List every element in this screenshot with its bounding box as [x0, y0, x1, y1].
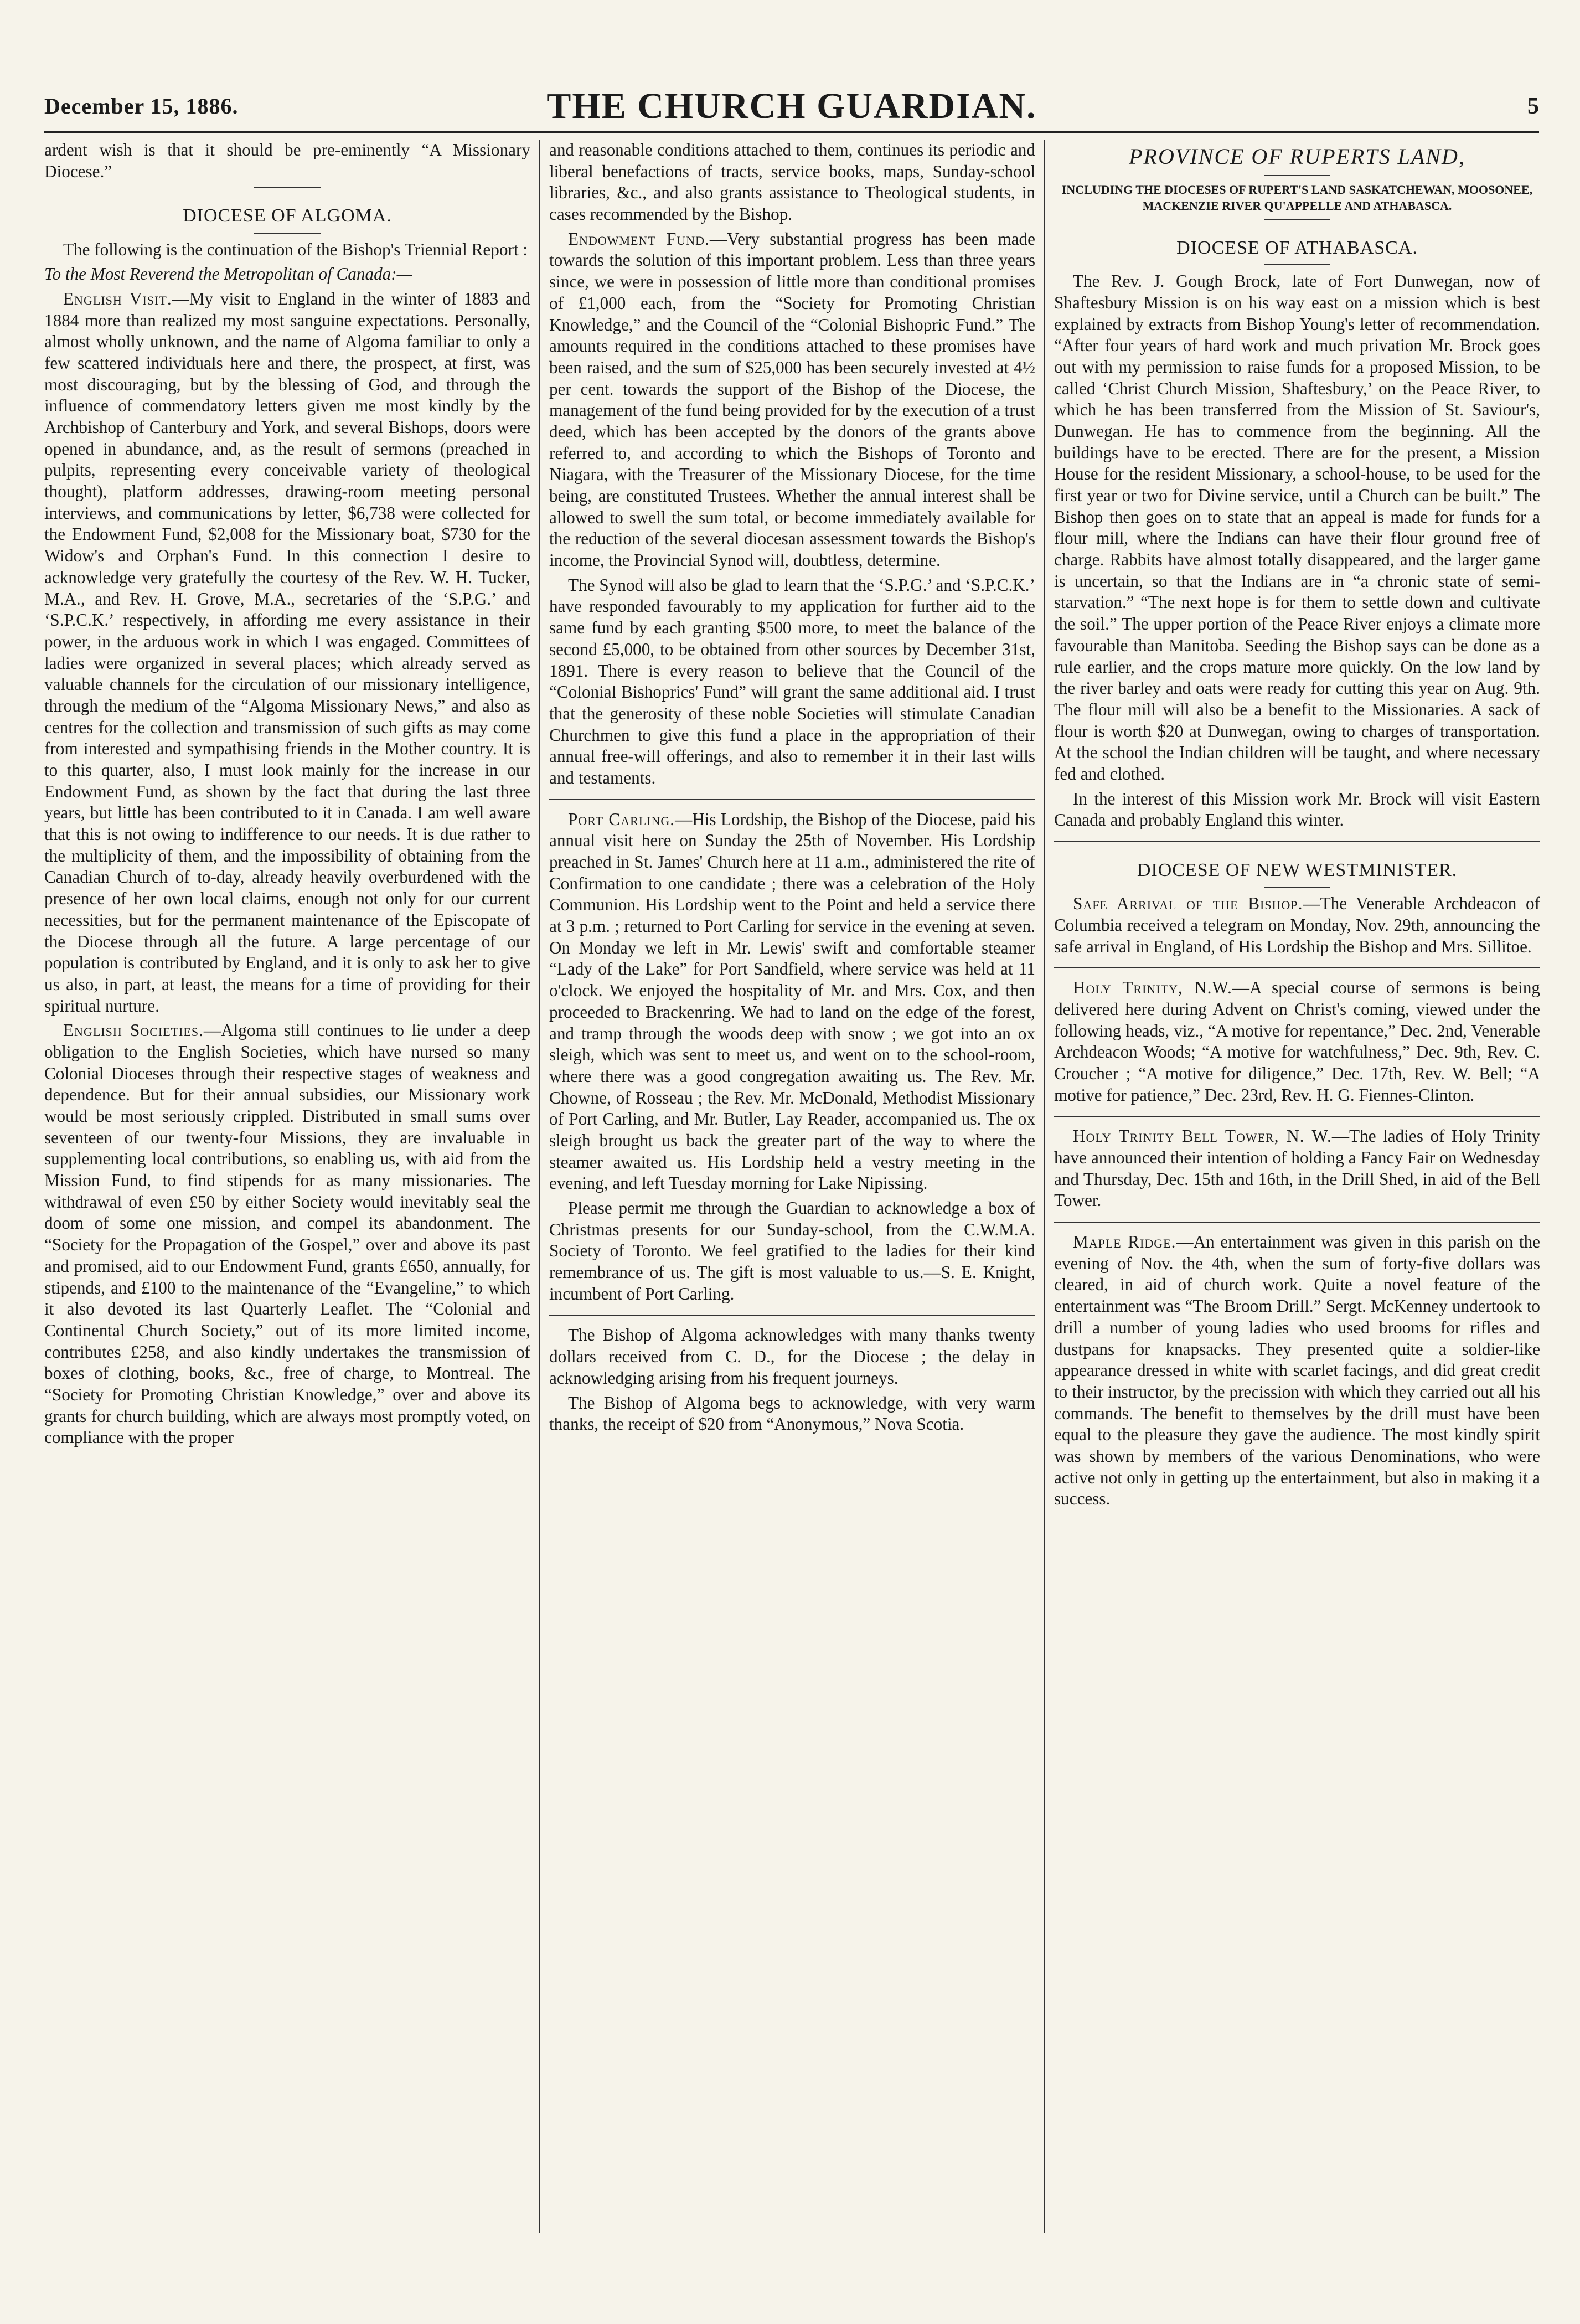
- heading-algoma: DIOCESE OF ALGOMA.: [183, 205, 392, 226]
- divider: [1264, 887, 1330, 888]
- paragraph-english-visit: [44, 288, 530, 1017]
- issue-date: December 15, 1886.: [44, 94, 239, 118]
- paragraph: In the interest of this Mission work Mr. Brock will visit Eastern Canada and probably England this winter.: [1054, 789, 1540, 830]
- paragraph-port-carling: [549, 809, 1035, 1194]
- paragraph-text: —A special course of sermons is being delivered here during Advent on Christ's coming, viewed under the following heads, viz., “A motive for repentance,” Dec. 2nd, Venerable Archdeacon Woods; “A motive for watchfulness,” Dec. 9th, Rev. C. Croucher ; “A motive for diligence,” Dec. 17th, Rev. W. Bell; “A motive for patience,” Dec. 23rd, Rev. H. G. Fiennes-Clinton.: [1054, 978, 1540, 1105]
- run-in-heading: Maple Ridge.: [1073, 1232, 1176, 1252]
- run-in-heading: English Visit.: [63, 288, 172, 308]
- paragraph: The Bishop of Algoma begs to acknowledge, with very warm thanks, the receipt of $20 from “Anonymous,” Nova Scotia.: [549, 1393, 1035, 1434]
- divider: [1054, 841, 1540, 842]
- paragraph-text: —An entertainment was given in this parish on the evening of Nov. the 4th, when the sum of forty-five dollars was cleared, in aid of church work. Quite a novel feature of the entertainment was “The Broom Drill.” Sergt. McKenney undertook to drill a number of young ladies who used brooms for rifles and dustpans for knapsacks. They presented quite a soldier-like appearance dressed in white with scarlet facings, and did great credit to their instructor, by the precission with which they carried out all his commands. The benefit to themselves by the drill must have been equal to the pleasure they gave the audience. The most kindly spirit was shown by members of the various Denominations, who were active not only in getting up the entertainment, but also in making it a success.: [1054, 1232, 1540, 1509]
- province-heading: PROVINCE OF RUPERTS LAND,: [1129, 144, 1465, 169]
- address-line: To the Most Reverend the Metropolitan of Canada:—: [44, 264, 412, 284]
- masthead-rule: [44, 131, 1539, 133]
- paragraph: The following is the continuation of the Bishop's Triennial Report :: [63, 239, 528, 259]
- province-subheading: INCLUDING THE DIOCESES OF RUPERT'S LAND SASKATCHEWAN, MOOSONEE, MACKENZIE RIVER QU'APPELLE AND ATHABASCA.: [1061, 182, 1533, 213]
- column-2: [549, 140, 1035, 2233]
- heading-new-westminster: DIOCESE OF NEW WESTMINISTER.: [1137, 860, 1458, 880]
- paragraph-text: —His Lordship, the Bishop of the Diocese, paid his annual visit here on Sunday the 25th of November. His Lordship preached in St. James' Church here at 11 a.m., administered the rite of Confirmation to one candidate ; there was a celebration of the Holy Communion. His Lordship went to the Point and held a service there at 3 p.m. ; returned to Port Carling for service in the evening at seven. On Monday we left in Mr. Lewis' swift and comfortable steamer “Lady of the Lake” for Port Sandfield, where service was held at 11 o'clock. We enjoyed the hospitality of Mr. and Mrs. Cox, and then proceeded to Brackenring. We had to land on the edge of the forest, and tramp through the woods deep with snow ; we got into an ox sleigh, which was sent to meet us, and went on to the school-room, where there was a good congregation awaiting us. The Rev. Mr. Chowne, of Rosseau ; the Rev. Mr. McDonald, Methodist Missionary of Port Carling, and Mr. Butler, Lay Reader, accompanied us. The ox sleigh brought us back the greater part of the way to where the steamer awaited us. His Lordship held a vestry meeting in the evening, and left Tuesday morning for Lake Nipissing.: [549, 809, 1035, 1193]
- divider: [1264, 264, 1330, 265]
- paragraph-text: —Algoma still continues to lie under a deep obligation to the English Societies, which have nursed so many Colonial Dioceses through their respective stages of weakness and dependence. But for their annual subsidies, our Missionary work would be most seriously crippled. Distributed in small sums over seventeen of our twenty-four Missions, they are invaluable in supplementing local contributions, so enabling us, with aid from the Mission Fund, to find stipends for as many missionaries. The withdrawal of even £50 by either Society would inevitably seal the doom of some one mission, and compel its abandonment. The “Society for the Propagation of the Gospel,” over and above its past and promised, aid to our Endowment Fund, grants £650, annually, for stipends, and £100 to the maintenance of the “Evangeline,” to which it also devoted its last Quarterly Leaflet. The “Colonial and Continental Church Society,” out of its more limited income, contributes £258, and also kindly undertakes the transmission of boxes of clothing, books, &c., free of charge, to Montreal. The “Society for Promoting Christian Knowledge,” over and above its grants for church building, which are always most promptly voted, on compliance with the proper: [44, 1021, 530, 1447]
- paragraph-maple-ridge: [1054, 1231, 1540, 1510]
- paragraph-endowment: [549, 229, 1035, 571]
- paragraph-bell-tower: [1054, 1126, 1540, 1212]
- newspaper-title: THE CHURCH GUARDIAN.: [546, 86, 1037, 126]
- paragraph-text: —My visit to England in the winter of 1883 and 1884 more than realized my most sanguine expectations. Personally, almost wholly unknown, and the name of Algoma familiar to only a few scattered individuals here and there, the prospect, at first, was most discouraging, but by the blessing of God, and through the influence of commendatory letters given me most kindly by the Archbishop of Canterbury and York, and several Bishops, doors were opened in abundance, and, as the result of sermons (preached in pulpits, representing every conceivable variety of theological thought), platform addresses, drawing-room meeting personal interviews, and communications by letter, $6,738 were collected for the Endowment Fund, $2,008 for the Missionary boat, $730 for the Widow's and Orphan's Fund. In this connection I desire to acknowledge very gratefully the courtesy of the Rev. W. H. Tucker, M.A., and Rev. H. Grove, M.A., secretaries of the ‘S.P.G.’ and ‘S.P.C.K.’ respectively, in affording me every assistance in their power, in the arduous work in which I was engaged. Committees of ladies were organized in several places; which already served as valuable channels for the circulation of our missionary intelligence, through the medium of the “Algoma Missionary News,” and also as centres for the collection and transmission of such gifts as may come from interested and sympathising friends in the Mother country. It is to this quarter, also, I must look mainly for the increase in our Endowment Fund, as shown by the fact that during the last three years, but little has been contributed to it in Canada. I am well aware that this is not owing to indifference to our needs. It is due rather to the multiplicity of them, and the impossibility of obtaining from the Canadian Church of to-day, already heavily overburdened with the presence of her own local claims, enough not only for our current necessities, but for the permanent maintenance of the Episcopate of the Diocese through all the future. A large percentage of our population is contributed by England, and it is only to ask her to give us also, in part, at least, the means for a time of providing for their spiritual nurture.: [44, 288, 530, 1016]
- paragraph-text: —The Venerable Archdeacon of Columbia received a telegram on Monday, Nov. 29th, announcing the safe arrival in England, of His Lordship the Bishop and Mrs. Sillitoe.: [1054, 894, 1540, 956]
- paragraph-text: —The ladies of Holy Trinity have announced their intention of holding a Fancy Fair on Wednesday and Thursday, Dec. 15th and 16th, in the Drill Shed, in aid of the Bell Tower.: [1054, 1126, 1540, 1210]
- paragraph-english-societies: [44, 1020, 530, 1449]
- run-in-heading: Holy Trinity, N.W.: [1073, 978, 1232, 998]
- divider: [1054, 1116, 1540, 1117]
- divider: [1264, 175, 1330, 176]
- column-3: [1054, 140, 1540, 2233]
- run-in-heading: Endowment Fund.: [568, 229, 710, 249]
- divider: [549, 1315, 1035, 1316]
- divider: [1054, 967, 1540, 968]
- divider: [1054, 1222, 1540, 1223]
- paragraph-intro: ardent wish is that it should be pre-eminently “A Missionary Diocese.”: [44, 140, 530, 181]
- run-in-heading: English Societies.: [63, 1021, 204, 1040]
- paragraph: The Rev. J. Gough Brock, late of Fort Dunwegan, now of Shaftesbury Mission is on his way east on a mission which is best explained by extracts from Bishop Young's letter of recommendation. “After four years of hard work and much privation Mr. Brock goes out with my permission to raise funds for a proposed Mission, to be called ‘Christ Church Mission, Shaftesbury,’ on the Peace River, to which he has been transferred from the Mission of St. Saviour's, Dunwegan. He has to commence from the beginning. All the buildings have to be erected. There are for the present, a Mission House for the resident Missionary, a school-house, to be used for the first year or two for Divine service, until a Church can be built.” The Bishop then goes on to state that an appeal is made for funds for a flour mill, where the Indians can have their flour ground free of charge. Rabbits have almost totally disappeared, and the larger game is uncertain, so that the Indians are in “a chronic state of semi-starvation.” “The next hope is for them to settle down and cultivate the soil.” The upper portion of the Peace River enjoys a climate more favourable than Manitoba. Seeding the Bishop says can be done as a rule earlier, and the crops mature more quickly. On the low land by the river barley and oats were ready for cutting this year on Aug. 9th. The flour mill will also be a benefit to the Missionaries. A sack of flour is worth $20 at Dunwegan, owing to charges of transportation. At the school the Indian children will be taught, and where necessary fed and clothed.: [1054, 271, 1540, 784]
- column-divider-2: [1044, 140, 1045, 2233]
- run-in-heading: Safe Arrival of the Bishop.: [1073, 894, 1303, 914]
- page-number: 5: [1527, 94, 1539, 119]
- paragraph-safe-arrival: [1054, 893, 1540, 957]
- column-1: [44, 140, 530, 2233]
- heading-athabasca: DIOCESE OF ATHABASCA.: [1176, 237, 1418, 258]
- run-in-heading: Port Carling.: [568, 809, 675, 829]
- paragraph: Please permit me through the Guardian to acknowledge a box of Christmas presents for our Sunday-school, from the C.W.M.A. Society of Toronto. We feel gratified to the ladies for their kind remembrance of us. The gift is most valuable to us.—S. E. Knight, incumbent of Port Carling.: [549, 1198, 1035, 1303]
- paragraph: and reasonable conditions attached to them, continues its periodic and liberal benefactions of tracts, service books, maps, Sunday-school libraries, &c., and also grants assistance to Theological students, in cases recommended by the Bishop.: [549, 140, 1035, 224]
- paragraph: The Synod will also be glad to learn that the ‘S.P.G.’ and ‘S.P.C.K.’ have responded favourably to my application for further aid to the same fund by each granting $500 more, to meet the balance of the second £5,000, to be obtained from other sources by December 31st, 1891. There is every reason to believe that the Council of the “Colonial Bishoprics' Fund” will grant the same additional aid. I trust that the generosity of these noble Societies will stimulate Canadian Churchmen to give this fund a place in the appropriation of their annual free-will offerings, and also to remember it in their last wills and testaments.: [549, 575, 1035, 787]
- paragraph: The Bishop of Algoma acknowledges with many thanks twenty dollars received from C. D., for the Diocese ; the delay in acknowledging arising from his frequent journeys.: [549, 1325, 1035, 1388]
- divider: [254, 233, 321, 234]
- divider: [254, 187, 321, 188]
- paragraph-holy-trinity: [1054, 977, 1540, 1106]
- divider: [549, 799, 1035, 800]
- column-divider-1: [539, 140, 540, 2233]
- divider: [1264, 219, 1330, 220]
- paragraph-text: —Very substantial progress has been made towards the solution of this important problem. Less than three years since, we were in possession of little more than conditional promises of £1,000 each, from the “Society for Promoting Christian Knowledge,” and the Council of the “Colonial Bishopric Fund.” The amounts required in the conditions attached to these promises have been raised, and the sum of $25,000 has been securely invested at 4½ per cent. towards the support of the Bishop of the Diocese, the management of the fund being provided for by the execution of a trust deed, which has been accepted by the donors of the grants above referred to, and according to which the Bishops of Toronto and Niagara, with the Treasurer of the Missionary Diocese, for the time being, are constituted Trustees. Whether the annual interest shall be allowed to swell the sum total, or become immediately available for the reduction of the several diocesan assessment towards the Bishop's income, the Provincial Synod will, doubtless, determine.: [549, 229, 1035, 570]
- run-in-heading: Holy Trinity Bell Tower, N. W.: [1073, 1126, 1332, 1146]
